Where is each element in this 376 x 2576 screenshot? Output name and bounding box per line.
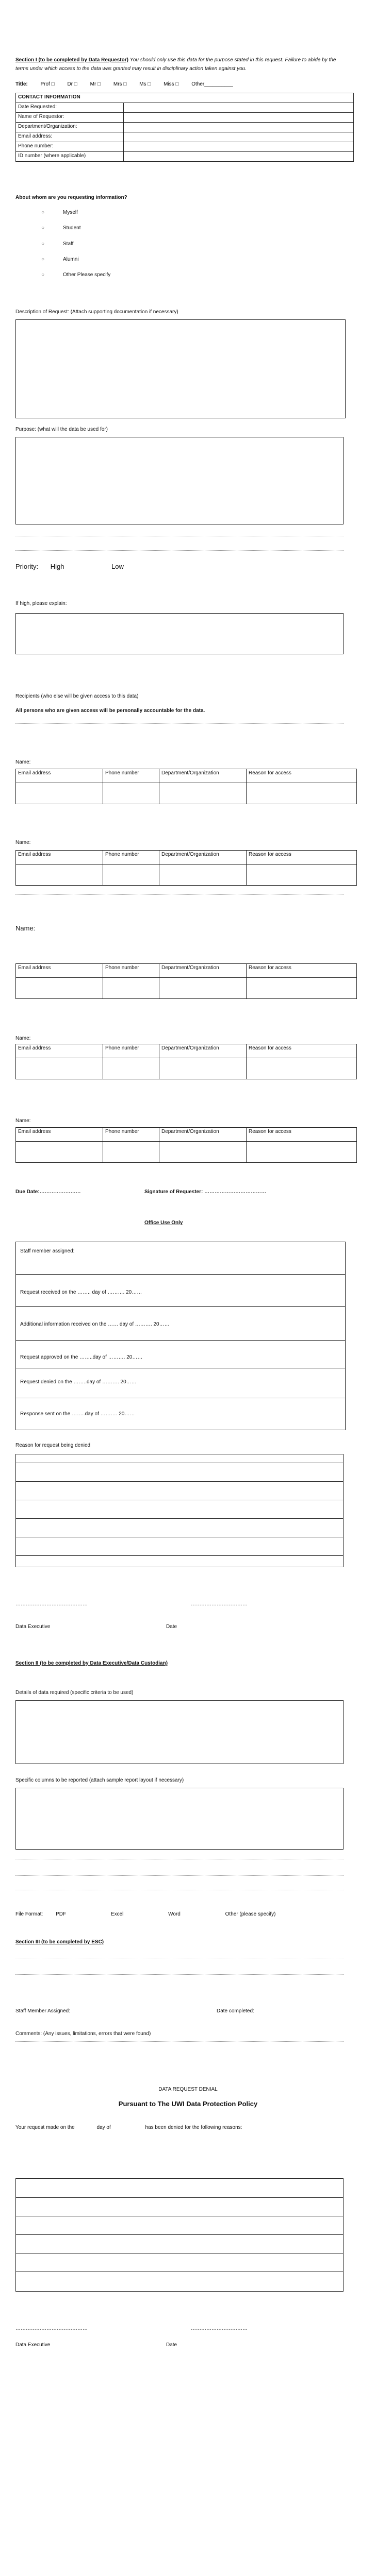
email-field[interactable] bbox=[124, 132, 354, 142]
row-divider bbox=[16, 1518, 343, 1519]
radio-icon: ○ bbox=[41, 241, 45, 247]
denied-reason-label: Reason for request being denied bbox=[15, 1443, 91, 1448]
option-alumni-label: Alumni bbox=[63, 257, 79, 262]
requester-signature-field[interactable]: Signature of Requester: ……………………………… bbox=[144, 1189, 267, 1195]
format-pdf-option[interactable]: PDF bbox=[56, 1911, 67, 1917]
request-received-field[interactable]: Request received on the …….. day of ………. 20…… bbox=[20, 1290, 142, 1295]
recipients-accountability-note: All persons who are given access will be personally accountable for the data. bbox=[15, 708, 205, 714]
executive-date-line[interactable]: …………………………… bbox=[191, 1601, 248, 1607]
comments-label: Comments: (Any issues, limitations, errors that were found) bbox=[15, 2031, 151, 2037]
email-header: Email address bbox=[16, 769, 103, 783]
denial-text-part-2: day of bbox=[96, 2125, 111, 2130]
title-option-mr[interactable]: Mr □ bbox=[90, 81, 101, 87]
table-cell[interactable] bbox=[16, 783, 103, 804]
table-cell[interactable] bbox=[159, 865, 247, 886]
option-other-label: Other Please specify bbox=[63, 272, 111, 278]
recipient-5-table bbox=[15, 1127, 357, 1163]
title-option-dr[interactable]: Dr □ bbox=[67, 81, 77, 87]
option-staff[interactable] bbox=[41, 241, 73, 247]
denial-statement bbox=[15, 2125, 242, 2130]
reason-header: Reason for access bbox=[247, 964, 357, 978]
row-divider bbox=[16, 1274, 345, 1275]
denial-data-executive-label: Data Executive bbox=[15, 2342, 51, 2348]
priority-row bbox=[15, 563, 124, 570]
denial-reasons-table[interactable] bbox=[15, 2178, 344, 2292]
denial-executive-signature-line[interactable]: …………………………………… bbox=[15, 2326, 88, 2331]
request-approved-field[interactable]: Request approved on the ……..day of ………. 20…… bbox=[20, 1354, 143, 1360]
option-alumni[interactable] bbox=[41, 257, 79, 262]
phone-label: Phone number: bbox=[16, 142, 124, 152]
title-label: Title: bbox=[15, 81, 28, 87]
department-field[interactable] bbox=[124, 123, 354, 132]
id-number-label: ID number (where applicable) bbox=[16, 152, 124, 162]
department-header: Department/Organization bbox=[159, 1128, 247, 1142]
description-label: Description of Request: (Attach supporting documentation if necessary) bbox=[15, 309, 178, 315]
priority-low-option[interactable]: Low bbox=[111, 563, 124, 570]
table-cell[interactable] bbox=[247, 865, 357, 886]
table-cell[interactable] bbox=[103, 865, 159, 886]
date-completed-field[interactable]: Date completed: bbox=[217, 2008, 254, 2014]
row-divider bbox=[16, 2234, 343, 2235]
department-header: Department/Organization bbox=[159, 769, 247, 783]
title-option-other[interactable]: Other__________ bbox=[191, 81, 233, 87]
data-executive-label: Data Executive bbox=[15, 1624, 51, 1630]
requestor-name-label: Name of Requestor: bbox=[16, 113, 124, 123]
option-other[interactable] bbox=[41, 272, 110, 278]
table-cell[interactable] bbox=[159, 1142, 247, 1163]
phone-header: Phone number bbox=[103, 964, 159, 978]
email-header: Email address bbox=[16, 1044, 103, 1058]
phone-header: Phone number bbox=[103, 851, 159, 865]
title-option-ms[interactable]: Ms □ bbox=[139, 81, 151, 87]
table-cell[interactable] bbox=[103, 783, 159, 804]
divider bbox=[15, 894, 344, 895]
data-details-label: Details of data required (specific criteria to be used) bbox=[15, 1690, 134, 1696]
table-cell[interactable] bbox=[103, 1058, 159, 1079]
columns-label: Specific columns to be reported (attach sample report layout if necessary) bbox=[15, 1777, 184, 1783]
office-use-box bbox=[15, 1242, 346, 1430]
priority-high-option[interactable]: High bbox=[50, 563, 64, 570]
purpose-textarea[interactable] bbox=[15, 437, 344, 524]
date-requested-label: Date Requested: bbox=[16, 103, 124, 113]
about-whom-question: About whom are you requesting information? bbox=[15, 195, 127, 200]
phone-header: Phone number bbox=[103, 1044, 159, 1058]
recipient-5-name-label: Name: bbox=[15, 1118, 31, 1124]
phone-field[interactable] bbox=[124, 142, 354, 152]
option-student[interactable] bbox=[41, 225, 80, 231]
department-label: Department/Organization: bbox=[16, 123, 124, 132]
phone-header: Phone number bbox=[103, 769, 159, 783]
row-divider bbox=[16, 1340, 345, 1341]
format-word-option[interactable]: Word bbox=[168, 1911, 181, 1917]
file-format-label: File Format: bbox=[15, 1911, 43, 1917]
denial-date-line[interactable]: …………………………… bbox=[191, 2326, 248, 2331]
divider bbox=[15, 2041, 344, 2042]
reason-header: Reason for access bbox=[247, 769, 357, 783]
radio-icon: ○ bbox=[41, 225, 45, 231]
table-cell[interactable] bbox=[16, 865, 103, 886]
recipient-2-name-label: Name: bbox=[15, 840, 31, 845]
title-row bbox=[15, 81, 356, 87]
format-excel-option[interactable]: Excel bbox=[110, 1911, 124, 1917]
format-other-option[interactable]: Other (please specify) bbox=[225, 1911, 276, 1917]
option-student-label: Student bbox=[63, 225, 81, 231]
table-cell[interactable] bbox=[159, 978, 247, 999]
table-cell[interactable] bbox=[159, 783, 247, 804]
radio-icon: ○ bbox=[41, 210, 45, 215]
office-use-heading: Office Use Only bbox=[144, 1220, 183, 1226]
recipient-3-name-label: Name: bbox=[15, 924, 36, 932]
reason-header: Reason for access bbox=[247, 851, 357, 865]
denial-date-label: Date bbox=[166, 2342, 177, 2348]
table-cell[interactable] bbox=[103, 978, 159, 999]
department-header: Department/Organization bbox=[159, 1044, 247, 1058]
option-staff-label: Staff bbox=[63, 241, 74, 247]
email-header: Email address bbox=[16, 851, 103, 865]
recipient-2-table bbox=[15, 850, 357, 886]
purpose-label: Purpose: (what will the data be used for) bbox=[15, 427, 108, 432]
additional-info-field[interactable]: Additional information received on the …… day of ………. 20…… bbox=[20, 1321, 170, 1327]
staff-member-assigned-field[interactable]: Staff Member Assigned: bbox=[15, 2008, 70, 2014]
email-header: Email address bbox=[16, 964, 103, 978]
title-option-prof[interactable]: Prof □ bbox=[40, 81, 55, 87]
divider bbox=[15, 723, 344, 724]
section-1-heading: Section I (to be completed by Data Requestor) bbox=[15, 57, 128, 63]
recipient-4-table bbox=[15, 1044, 357, 1079]
recipient-1-name-label: Name: bbox=[15, 759, 31, 765]
section-1-intro-text: You should only use this data for the purpose stated in this request. Failure to abide by the terms under which access to the data was granted may result in disciplinary action taken against you. bbox=[15, 57, 336, 72]
staff-assigned-field[interactable]: Staff member assigned: bbox=[20, 1248, 75, 1254]
table-cell[interactable] bbox=[247, 978, 357, 999]
executive-signature-line[interactable]: …………………………………… bbox=[15, 1601, 88, 1607]
department-header: Department/Organization bbox=[159, 851, 247, 865]
row-divider bbox=[16, 1306, 345, 1307]
contact-heading: CONTACT INFORMATION bbox=[16, 93, 354, 103]
priority-label: Priority: bbox=[15, 563, 39, 570]
row-divider bbox=[16, 1555, 343, 1556]
description-textarea[interactable] bbox=[15, 319, 346, 418]
recipients-label: Recipients (who else will be given access to this data) bbox=[15, 693, 139, 699]
file-format-row bbox=[15, 1911, 275, 1917]
divider bbox=[15, 550, 344, 551]
divider bbox=[15, 1875, 344, 1876]
reason-header: Reason for access bbox=[247, 1128, 357, 1142]
table-cell[interactable] bbox=[103, 1142, 159, 1163]
table-cell[interactable] bbox=[16, 1142, 103, 1163]
if-high-label: If high, please explain: bbox=[15, 601, 67, 606]
denial-text-part-3: has been denied for the following reasons: bbox=[145, 2125, 242, 2130]
recipient-3-table bbox=[15, 963, 357, 999]
table-cell[interactable] bbox=[247, 1058, 357, 1079]
table-cell[interactable] bbox=[159, 1058, 247, 1079]
denial-subtitle: Pursuant to The UWI Data Protection Policy bbox=[118, 2100, 258, 2108]
section-2-heading: Section II (to be completed by Data Executive/Data Custodian) bbox=[15, 1660, 168, 1666]
section-intro bbox=[15, 56, 346, 73]
date-requested-field[interactable] bbox=[124, 103, 354, 113]
radio-icon: ○ bbox=[41, 257, 45, 262]
title-option-miss[interactable]: Miss □ bbox=[164, 81, 179, 87]
section-3-heading: Section III (to be completed by ESC) bbox=[15, 1939, 104, 1945]
response-sent-field[interactable]: Response sent on the ……..day of ………. 20…… bbox=[20, 1411, 135, 1417]
request-denied-field[interactable]: Request denied on the ……..day of ………. 20…… bbox=[20, 1379, 137, 1385]
columns-textarea[interactable] bbox=[15, 1788, 344, 1850]
title-option-mrs[interactable]: Mrs □ bbox=[113, 81, 127, 87]
table-cell[interactable] bbox=[247, 783, 357, 804]
row-divider bbox=[16, 1481, 343, 1482]
row-divider bbox=[16, 2197, 343, 2198]
data-details-textarea[interactable] bbox=[15, 1700, 344, 1764]
divider bbox=[15, 1974, 344, 1975]
denial-text-part-1: Your request made on the bbox=[15, 2125, 75, 2130]
reason-header: Reason for access bbox=[247, 1044, 357, 1058]
requestor-name-field[interactable] bbox=[124, 113, 354, 123]
email-label: Email address: bbox=[16, 132, 124, 142]
denied-reason-table[interactable] bbox=[15, 1454, 344, 1567]
email-header: Email address bbox=[16, 1128, 103, 1142]
table-cell[interactable] bbox=[16, 978, 103, 999]
option-myself[interactable] bbox=[41, 210, 78, 215]
id-number-field[interactable] bbox=[124, 152, 354, 162]
option-myself-label: Myself bbox=[63, 210, 78, 215]
table-cell[interactable] bbox=[247, 1142, 357, 1163]
contact-information-table bbox=[15, 93, 354, 162]
recipient-1-table bbox=[15, 769, 357, 804]
due-date-field[interactable]: Due Date:…………………… bbox=[15, 1189, 81, 1195]
table-cell[interactable] bbox=[16, 1058, 103, 1079]
date-label: Date bbox=[166, 1624, 177, 1630]
phone-header: Phone number bbox=[103, 1128, 159, 1142]
if-high-textarea[interactable] bbox=[15, 613, 344, 654]
radio-icon: ○ bbox=[41, 272, 45, 278]
department-header: Department/Organization bbox=[159, 964, 247, 978]
recipient-4-name-label: Name: bbox=[15, 1036, 31, 1041]
denial-title: DATA REQUEST DENIAL bbox=[158, 2087, 218, 2092]
